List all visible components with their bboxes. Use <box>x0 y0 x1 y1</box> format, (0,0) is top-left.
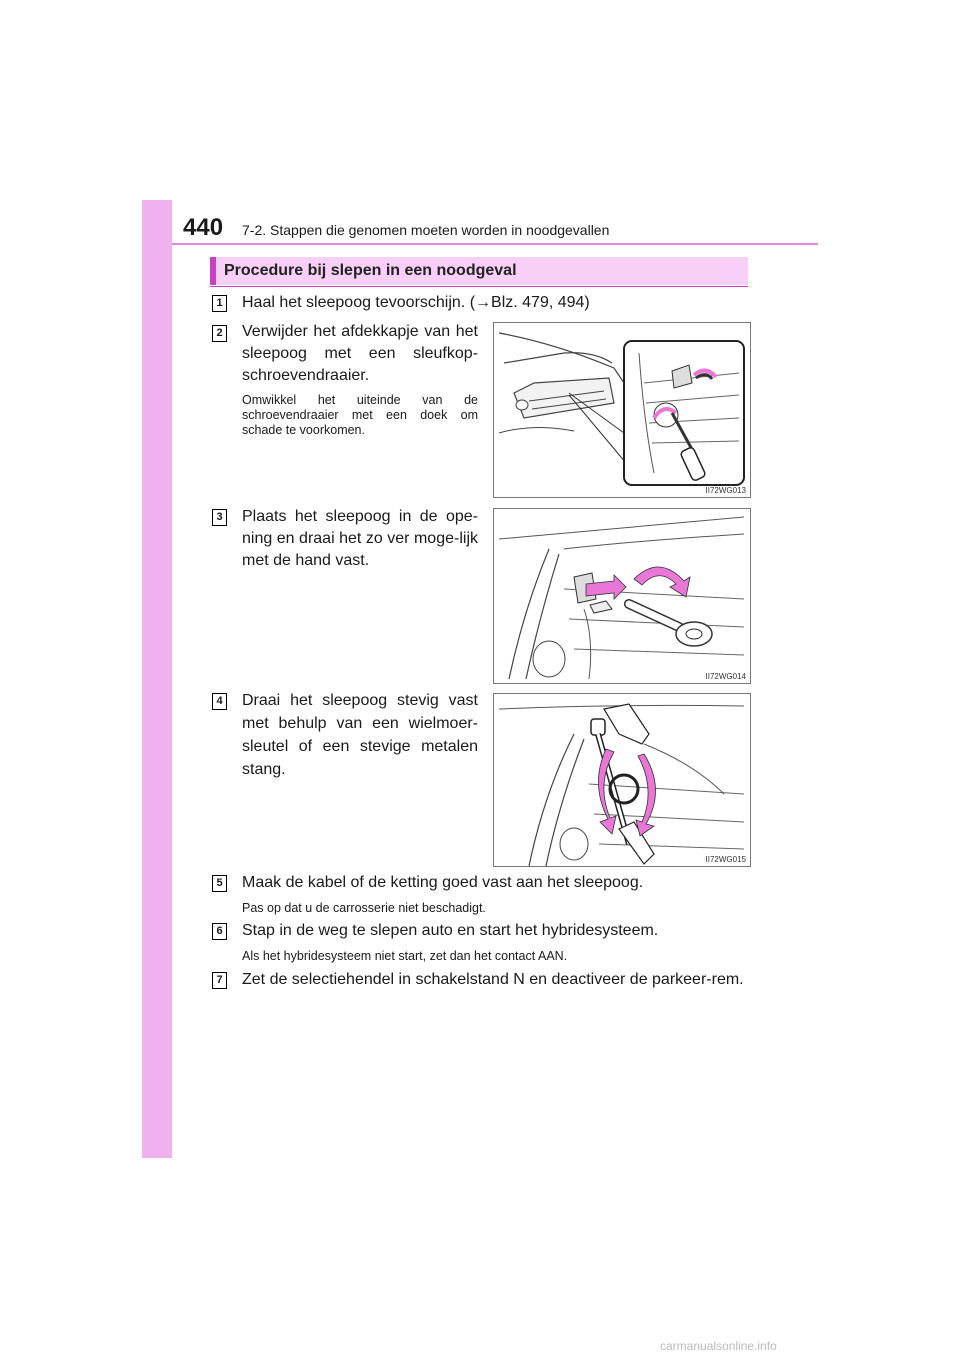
step-number-1: 1 <box>212 295 227 312</box>
step-2-note: Omwikkel het uiteinde van de schroevendraaier met een doek om schade te voorkomen. <box>242 393 478 437</box>
step-number-6: 6 <box>212 923 227 940</box>
step-6-text: Stap in de weg te slepen auto en start het hybridesysteem. <box>242 922 659 939</box>
figure-code: II72WG015 <box>705 855 746 864</box>
figure-tighten-towing-eye <box>493 693 751 867</box>
step-number-4: 4 <box>212 693 227 710</box>
step-7-text: Zet de selectiehendel in schakelstand N en deactiveer de parkeer-rem. <box>242 971 744 988</box>
watermark: carmanualsonline.info <box>660 1339 777 1353</box>
page-number: 440 <box>183 214 224 241</box>
bumper-cover-illustration <box>494 323 750 497</box>
step-number-3: 3 <box>212 509 227 526</box>
figure-code: II72WG014 <box>705 672 746 681</box>
towing-eye-illustration <box>494 509 750 683</box>
wrench-tightening-illustration <box>494 694 750 866</box>
step-number-7: 7 <box>212 972 227 989</box>
figure-remove-cover <box>493 322 751 498</box>
step-4-text: Draai het sleepoog stevig vast met behulp van een wielmoer-sleutel of een stevige metalen stang. <box>242 692 478 778</box>
step-5-text: Maak de kabel of de ketting goed vast aan het sleepoog. <box>242 874 644 891</box>
chapter-sidebar-tab <box>142 200 172 1158</box>
step-number-5: 5 <box>212 875 227 892</box>
step-3-text: Plaats het sleepoog in de ope-ning en draai het zo ver moge-lijk met de hand vast. <box>242 508 478 569</box>
header-rule <box>172 243 818 245</box>
step-2-text: Verwijder het afdekkapje van het sleepoog met een sleufkop-schroevendraaier. <box>242 323 478 384</box>
section-heading-bar <box>210 257 748 285</box>
step-1-text: Haal het sleepoog tevoorschijn. (→Blz. 479, 494) <box>242 294 590 311</box>
section-title: Procedure bij slepen in een noodgeval <box>224 262 517 279</box>
running-head: 7-2. Stappen die genomen moeten worden in noodgevallen <box>242 222 610 238</box>
step-number-2: 2 <box>212 325 227 342</box>
figure-code: II72WG013 <box>705 486 746 495</box>
step-6-note: Als het hybridesysteem niet start, zet dan het contact AAN. <box>242 949 568 963</box>
section-rule <box>210 286 748 287</box>
section-accent <box>210 257 216 285</box>
step-5-note: Pas op dat u de carrosserie niet beschadigt. <box>242 901 486 915</box>
figure-insert-towing-eye <box>493 508 751 684</box>
